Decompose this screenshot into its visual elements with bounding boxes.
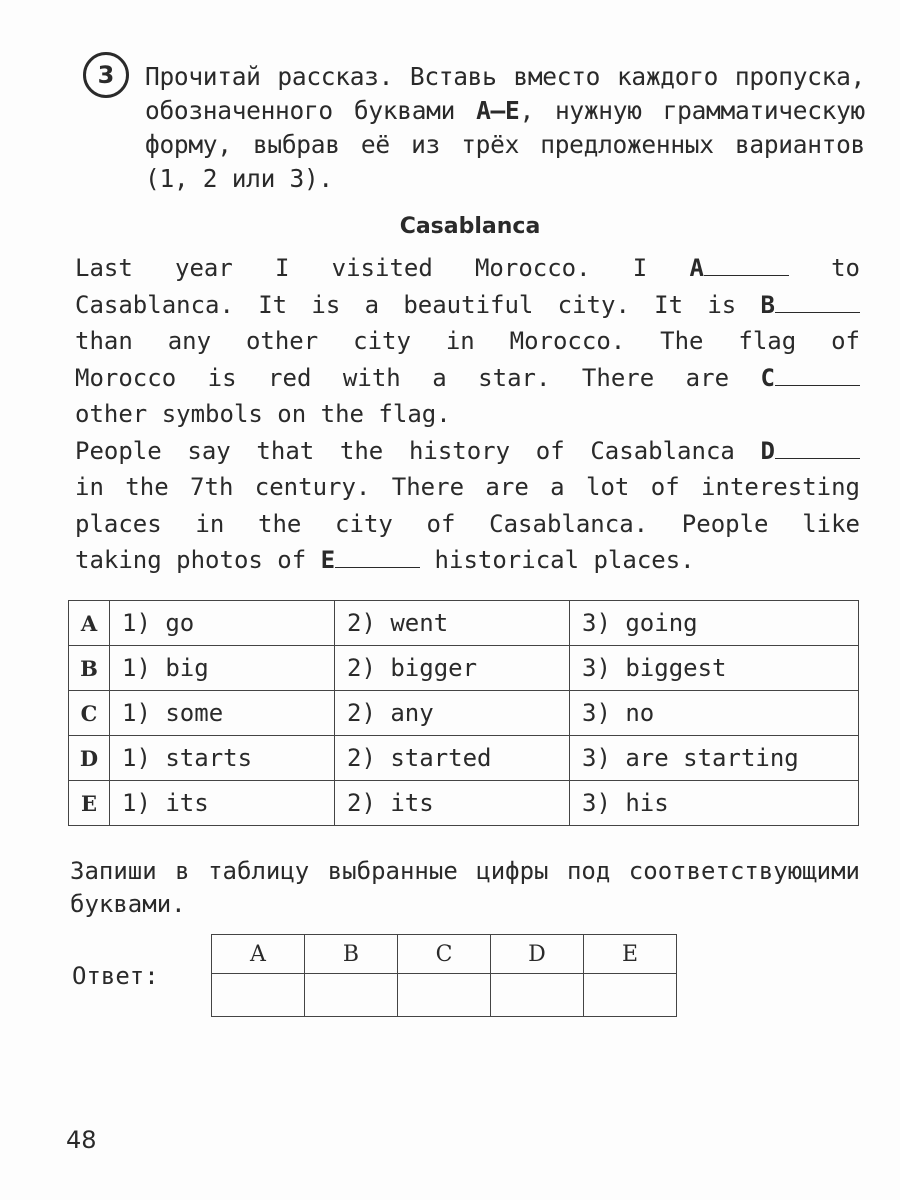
option-3: 3) his	[570, 781, 859, 826]
task-instruction	[145, 60, 865, 196]
answer-header-a: A	[212, 935, 305, 974]
option-2: 2) its	[335, 781, 570, 826]
story-line-text: other symbols on the flag.	[75, 400, 451, 428]
row-letter: D	[69, 736, 110, 781]
answer-cell-b[interactable]	[305, 974, 398, 1017]
story-line	[75, 396, 860, 433]
story-line	[75, 250, 860, 287]
row-letter: A	[69, 601, 110, 646]
answer-cell-a[interactable]	[212, 974, 305, 1017]
options-table	[68, 600, 859, 826]
row-letter: E	[69, 781, 110, 826]
blank-c[interactable]	[775, 363, 860, 386]
answer-header-c: C	[398, 935, 491, 974]
option-2: 2) started	[335, 736, 570, 781]
options-row-e	[69, 781, 859, 826]
story-line-text: Casablanca. It is a beautiful city. It is	[75, 290, 761, 319]
task-number-badge: 3	[83, 52, 129, 98]
answer-table	[211, 934, 677, 1017]
story-line	[75, 506, 860, 543]
story-line-text: taking photos of	[75, 546, 321, 574]
option-2: 2) went	[335, 601, 570, 646]
story-line-text: Morocco is red with a star. There are	[75, 363, 761, 392]
story-line	[75, 323, 860, 360]
blank-d[interactable]	[775, 436, 860, 459]
page-number: 48	[66, 1126, 97, 1154]
answer-instruction: Запиши в таблицу выбранные цифры под соответствующими буквами.	[70, 857, 860, 918]
answer-cell-e[interactable]	[584, 974, 677, 1017]
blank-label-e: E	[320, 546, 336, 574]
blank-label-b: B	[760, 290, 775, 319]
story-line-text: places in the city of Casablanca. People like	[75, 509, 860, 538]
story-line-text: than any other city in Morocco. The flag of	[75, 327, 860, 355]
answer-label: Ответ:	[72, 962, 159, 990]
story-line	[75, 287, 860, 324]
answer-header-b: B	[305, 935, 398, 974]
blank-a[interactable]	[704, 253, 789, 276]
blank-label-a: A	[689, 254, 704, 282]
answer-cell-d[interactable]	[491, 974, 584, 1017]
story-line	[75, 433, 860, 470]
answer-header-row	[212, 935, 677, 974]
option-1: 1) big	[110, 646, 335, 691]
option-1: 1) go	[110, 601, 335, 646]
options-row-c	[69, 691, 859, 736]
option-1: 1) its	[110, 781, 335, 826]
instruction-text-part1: Прочитай рассказ. Вставь вместо каждого пропуска, обозначенного буквами	[145, 62, 865, 125]
blank-label-d: D	[760, 436, 775, 465]
answer-cell-c[interactable]	[398, 974, 491, 1017]
options-row-d	[69, 736, 859, 781]
option-3: 3) biggest	[570, 646, 859, 691]
instruction-text-part2: , нужную грамматическую форму, выбрав её из трёх предложенных вариантов (1, 2 или 3).	[145, 96, 865, 193]
options-row-a	[69, 601, 859, 646]
story-line	[75, 360, 860, 397]
option-3: 3) going	[570, 601, 859, 646]
story-line-after: historical places.	[420, 546, 695, 574]
story-line-text: People say that the history of Casablanca	[75, 436, 761, 465]
story-line-after: to	[788, 254, 860, 282]
answer-header-e: E	[584, 935, 677, 974]
story-line-text: Last year I visited Morocco. I	[75, 254, 690, 282]
option-1: 1) starts	[110, 736, 335, 781]
option-3: 3) are starting	[570, 736, 859, 781]
blank-b[interactable]	[775, 290, 860, 313]
blank-label-c: C	[760, 363, 775, 392]
option-3: 3) no	[570, 691, 859, 736]
answer-input-row	[212, 974, 677, 1017]
option-2: 2) any	[335, 691, 570, 736]
blank-e[interactable]	[335, 545, 420, 568]
answer-header-d: D	[491, 935, 584, 974]
option-1: 1) some	[110, 691, 335, 736]
option-2: 2) bigger	[335, 646, 570, 691]
story-line-text: in the 7th century. There are a lot of interesting	[75, 473, 860, 501]
row-letter: B	[69, 646, 110, 691]
story-text	[75, 250, 860, 579]
story-title: Casablanca	[399, 214, 541, 239]
options-row-b	[69, 646, 859, 691]
instruction-letters: A–E	[476, 96, 520, 125]
story-line	[75, 469, 860, 506]
row-letter: C	[69, 691, 110, 736]
story-line	[75, 542, 860, 579]
